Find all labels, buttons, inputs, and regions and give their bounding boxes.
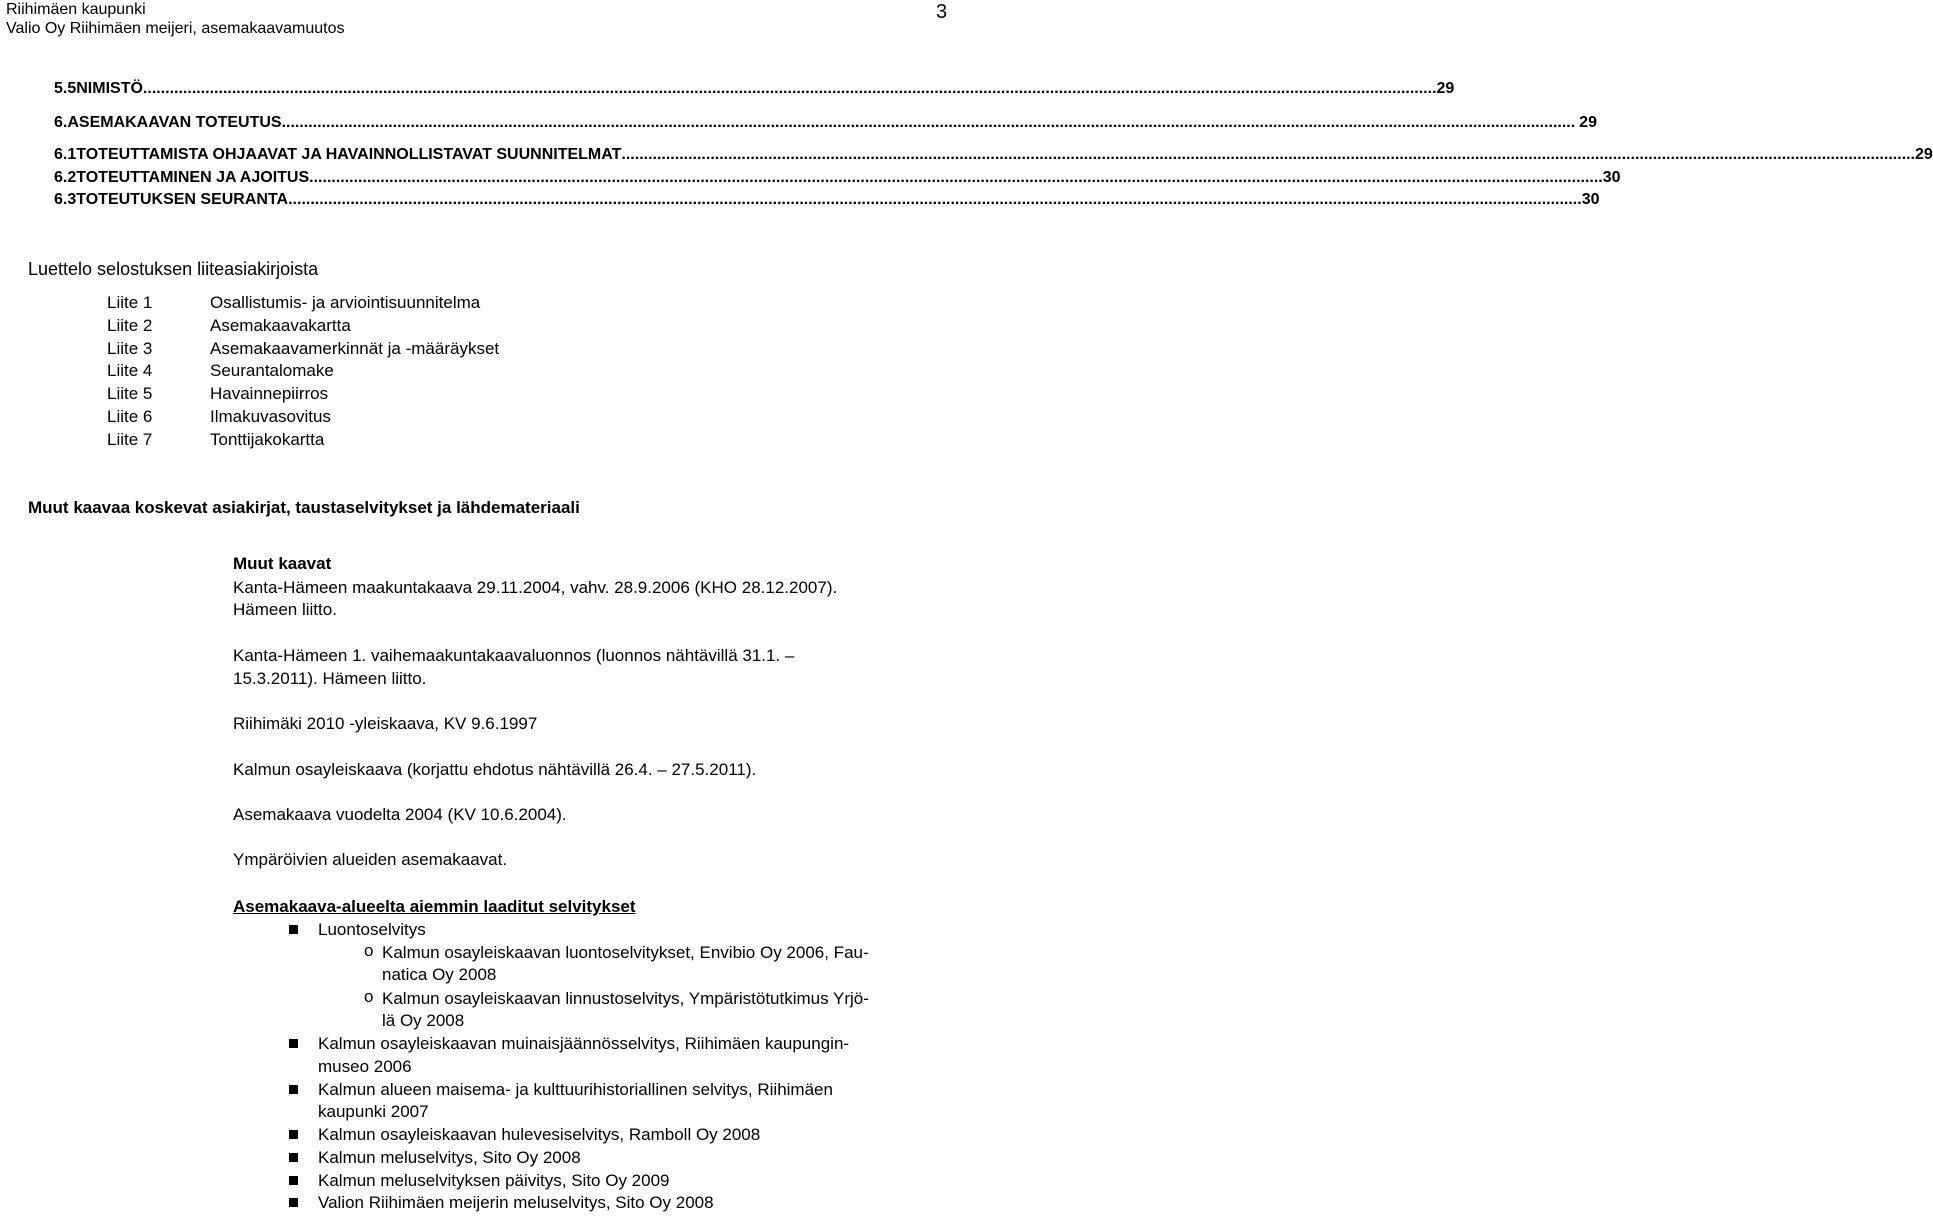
square-bullet-icon [289, 1039, 298, 1048]
attachment-label: Liite 3 [107, 339, 153, 358]
attachment-description: Ilmakuvasovitus [210, 407, 331, 426]
attachment-description: Seurantalomake [210, 361, 334, 380]
survey-entry: Luontoselvitys [318, 920, 426, 939]
attachment-label: Liite 5 [107, 384, 153, 403]
toc-leader [143, 80, 1437, 98]
plan-entry: Kalmun osayleiskaava (korjattu ehdotus nähtävillä 26.4. – 27.5.2011). [233, 760, 757, 779]
toc-page: 30 [1581, 191, 1600, 208]
attachments-heading: Luettelo selostuksen liiteasiakirjoista [28, 259, 319, 279]
plan-entry: Kanta-Hämeen 1. vaihemaakuntakaavaluonnos (luonnos nähtävillä 31.1. – [233, 646, 795, 665]
toc-number: 5.5 [54, 80, 77, 97]
page-number: 3 [936, 1, 948, 23]
toc-leader [309, 169, 1603, 187]
survey-entry: Kalmun meluselvityksen päivitys, Sito Oy 2009 [318, 1171, 670, 1190]
attachment-label: Liite 6 [107, 407, 153, 426]
survey-entry: museo 2006 [318, 1057, 412, 1076]
plan-entry: Hämeen liitto. [233, 600, 337, 619]
plan-entry: 15.3.2011). Hämeen liitto. [233, 669, 427, 688]
attachment-label: Liite 2 [107, 316, 153, 335]
toc-number: 6.2 [54, 169, 77, 186]
attachment-description: Havainnepiirros [210, 384, 329, 403]
toc-entry[interactable] [54, 114, 1597, 136]
survey-subentry: Kalmun osayleiskaavan luontoselvitykset, Envibio Oy 2006, Fau- [382, 943, 869, 962]
toc-entry[interactable] [54, 191, 1600, 213]
survey-entry: kaupunki 2007 [318, 1102, 429, 1121]
survey-subentry: lä Oy 2008 [382, 1011, 465, 1030]
square-bullet-icon [289, 1085, 298, 1094]
circle-bullet-icon: o [364, 987, 374, 1006]
circle-bullet-icon: o [364, 941, 374, 960]
other-plans-subheading: Muut kaavat [233, 554, 332, 573]
toc-number: 6.3 [54, 191, 77, 208]
attachment-description: Osallistumis- ja arviointisuunnitelma [210, 293, 481, 312]
toc-page: 30 [1602, 169, 1621, 186]
surveys-heading: Asemakaava-alueelta aiemmin laaditut selvitykset [233, 897, 636, 916]
other-documents-heading: Muut kaavaa koskevat asiakirjat, taustaselvitykset ja lähdemateriaali [28, 498, 580, 517]
attachment-description: Asemakaavamerkinnät ja -määräykset [210, 339, 500, 358]
survey-entry: Valion Riihimäen meijerin meluselvitys, Sito Oy 2008 [318, 1193, 714, 1212]
toc-number: 6. [54, 114, 68, 131]
survey-entry: Kalmun alueen maisema- ja kulttuurihistoriallinen selvitys, Riihimäen [318, 1080, 833, 1099]
square-bullet-icon [289, 1130, 298, 1139]
header-project: Valio Oy Riihimäen meijeri, asemakaavamuutos [6, 20, 345, 37]
toc-title: NIMISTÖ [76, 80, 143, 97]
toc-number: 6.1 [54, 146, 77, 163]
toc-title: TOTEUTUKSEN SEURANTA [76, 191, 289, 208]
survey-subentry: Kalmun osayleiskaavan linnustoselvitys, Ympäristötutkimus Yrjö- [382, 989, 869, 1008]
survey-entry: Kalmun meluselvitys, Sito Oy 2008 [318, 1148, 581, 1167]
toc-entry[interactable] [54, 169, 1621, 191]
toc-leader [621, 146, 1915, 164]
attachment-label: Liite 1 [107, 293, 153, 312]
square-bullet-icon [289, 1153, 298, 1162]
attachment-description: Asemakaavakartta [210, 316, 351, 335]
square-bullet-icon [289, 925, 298, 934]
toc-page: 29 [1579, 114, 1597, 131]
square-bullet-icon [289, 1176, 298, 1185]
plan-entry: Riihimäki 2010 -yleiskaava, KV 9.6.1997 [233, 714, 538, 733]
toc-title: TOTEUTTAMINEN JA AJOITUS [76, 169, 310, 186]
survey-entry: Kalmun osayleiskaavan hulevesiselvitys, Ramboll Oy 2008 [318, 1125, 761, 1144]
toc-title: TOTEUTTAMISTA OHJAAVAT JA HAVAINNOLLISTAVAT SUUNNITELMAT [76, 146, 622, 163]
toc-page: 29 [1915, 146, 1933, 163]
toc-entry[interactable] [54, 146, 1933, 168]
header-organization: Riihimäen kaupunki [6, 1, 146, 18]
plan-entry: Asemakaava vuodelta 2004 (KV 10.6.2004). [233, 805, 567, 824]
toc-leader [288, 191, 1582, 209]
toc-leader [282, 114, 1576, 132]
toc-title: ASEMAKAAVAN TOTEUTUS [67, 114, 282, 131]
toc-page: 29 [1436, 80, 1455, 97]
attachment-label: Liite 7 [107, 430, 153, 449]
attachment-description: Tonttijakokartta [210, 430, 325, 449]
plan-entry: Ympäröivien alueiden asemakaavat. [233, 850, 508, 869]
square-bullet-icon [289, 1198, 298, 1207]
plan-entry: Kanta-Hämeen maakuntakaava 29.11.2004, vahv. 28.9.2006 (KHO 28.12.2007). [233, 578, 838, 597]
survey-subentry: natica Oy 2008 [382, 965, 497, 984]
toc-entry[interactable] [54, 80, 1455, 102]
attachment-label: Liite 4 [107, 361, 153, 380]
survey-entry: Kalmun osayleiskaavan muinaisjäännösselvitys, Riihimäen kaupungin- [318, 1034, 850, 1053]
